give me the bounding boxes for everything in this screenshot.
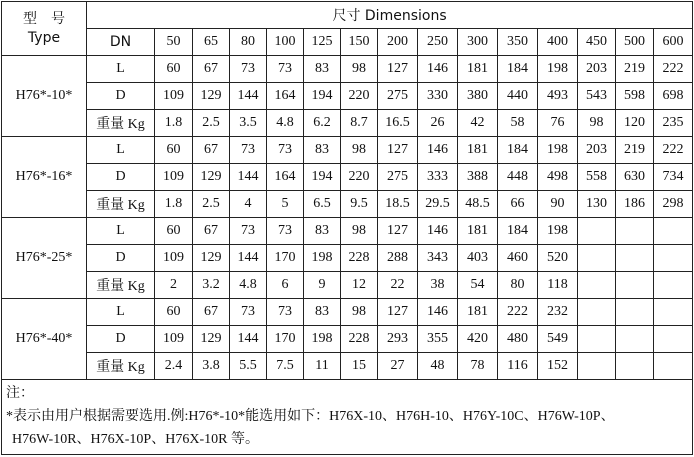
value-cell: 2.4 (155, 353, 193, 380)
data-row (2, 326, 693, 353)
value-cell: 3.2 (193, 272, 230, 299)
value-cell: 67 (193, 299, 230, 326)
value-cell: 698 (654, 83, 693, 110)
value-cell: 130 (578, 191, 616, 218)
value-cell: 118 (538, 272, 578, 299)
value-cell: 26 (418, 110, 458, 137)
data-row (2, 83, 693, 110)
value-cell: 198 (538, 56, 578, 83)
value-cell: 60 (155, 137, 193, 164)
value-cell: 388 (458, 164, 498, 191)
value-cell: 164 (267, 83, 304, 110)
value-cell: 235 (654, 110, 693, 137)
value-cell: 144 (230, 326, 267, 353)
value-cell: 380 (458, 83, 498, 110)
value-cell (578, 326, 616, 353)
value-cell: 15 (341, 353, 378, 380)
dn-value-cell: 300 (458, 29, 498, 56)
dimensions-header (87, 2, 693, 29)
value-cell (616, 326, 654, 353)
value-cell: 184 (498, 137, 538, 164)
value-cell: 73 (267, 299, 304, 326)
value-cell: 298 (654, 191, 693, 218)
value-cell: 198 (538, 137, 578, 164)
dn-value-cell: 50 (155, 29, 193, 56)
data-row (2, 191, 693, 218)
value-cell: 109 (155, 326, 193, 353)
value-cell: 275 (378, 83, 418, 110)
value-cell: 7.5 (267, 353, 304, 380)
value-cell: 11 (304, 353, 341, 380)
model-cell: H76*-10* (2, 56, 87, 137)
value-cell: 109 (155, 164, 193, 191)
data-row (2, 56, 693, 83)
value-cell: 198 (304, 245, 341, 272)
value-cell: 355 (418, 326, 458, 353)
dn-value-cell: 600 (654, 29, 693, 56)
value-cell: 6.2 (304, 110, 341, 137)
value-cell: 198 (304, 326, 341, 353)
value-cell: 8.7 (341, 110, 378, 137)
value-cell: 29.5 (418, 191, 458, 218)
value-cell: 144 (230, 164, 267, 191)
value-cell: 170 (267, 245, 304, 272)
data-row (2, 272, 693, 299)
value-cell: 222 (654, 56, 693, 83)
value-cell: 129 (193, 164, 230, 191)
value-cell: 5.5 (230, 353, 267, 380)
value-cell: 90 (538, 191, 578, 218)
value-cell: 598 (616, 83, 654, 110)
value-cell: 2.5 (193, 110, 230, 137)
value-cell (654, 272, 693, 299)
value-cell: 480 (498, 326, 538, 353)
value-cell: 60 (155, 218, 193, 245)
value-cell: 181 (458, 218, 498, 245)
value-cell: 120 (616, 110, 654, 137)
value-cell: 98 (578, 110, 616, 137)
value-cell: 78 (458, 353, 498, 380)
value-cell: 60 (155, 299, 193, 326)
header-row-1 (2, 2, 693, 29)
value-cell: 144 (230, 245, 267, 272)
dn-value-cell: 200 (378, 29, 418, 56)
value-cell: 549 (538, 326, 578, 353)
param-cell: D (87, 83, 155, 110)
dn-value-cell: 350 (498, 29, 538, 56)
value-cell: 222 (654, 137, 693, 164)
value-cell: 73 (230, 137, 267, 164)
value-cell: 6.5 (304, 191, 341, 218)
value-cell: 127 (378, 56, 418, 83)
value-cell: 558 (578, 164, 616, 191)
dn-value-cell: 400 (538, 29, 578, 56)
dn-value-cell: 500 (616, 29, 654, 56)
value-cell: 1.8 (155, 110, 193, 137)
value-cell: 98 (341, 218, 378, 245)
value-cell: 5 (267, 191, 304, 218)
value-cell: 83 (304, 218, 341, 245)
value-cell: 144 (230, 83, 267, 110)
value-cell: 493 (538, 83, 578, 110)
value-cell: 73 (267, 137, 304, 164)
value-cell: 184 (498, 218, 538, 245)
value-cell: 129 (193, 83, 230, 110)
data-row (2, 218, 693, 245)
value-cell: 22 (378, 272, 418, 299)
value-cell: 3.8 (193, 353, 230, 380)
value-cell: 3.5 (230, 110, 267, 137)
value-cell: 420 (458, 326, 498, 353)
value-cell: 67 (193, 137, 230, 164)
param-cell: 重量 Kg (87, 110, 155, 137)
value-cell: 60 (155, 56, 193, 83)
value-cell: 109 (155, 245, 193, 272)
dn-label: DN (87, 29, 155, 56)
model-cell: H76*-40* (2, 299, 87, 380)
data-row (2, 137, 693, 164)
value-cell: 73 (267, 56, 304, 83)
value-cell: 181 (458, 299, 498, 326)
value-cell (578, 353, 616, 380)
value-cell: 448 (498, 164, 538, 191)
data-row (2, 299, 693, 326)
value-cell: 83 (304, 137, 341, 164)
value-cell (578, 245, 616, 272)
value-cell: 198 (538, 218, 578, 245)
param-cell: 重量 Kg (87, 191, 155, 218)
value-cell: 184 (498, 56, 538, 83)
value-cell: 98 (341, 56, 378, 83)
value-cell: 127 (378, 218, 418, 245)
value-cell: 343 (418, 245, 458, 272)
value-cell: 98 (341, 137, 378, 164)
value-cell: 58 (498, 110, 538, 137)
value-cell: 116 (498, 353, 538, 380)
value-cell: 228 (341, 326, 378, 353)
value-cell: 194 (304, 83, 341, 110)
model-cell: H76*-16* (2, 137, 87, 218)
dn-value-cell: 125 (304, 29, 341, 56)
notes-line-2: H76W-10R、H76X-10P、H76X-10R 等。 (12, 432, 259, 447)
value-cell: 146 (418, 137, 458, 164)
value-cell: 203 (578, 137, 616, 164)
dn-value-cell: 80 (230, 29, 267, 56)
value-cell: 73 (267, 218, 304, 245)
param-cell: D (87, 164, 155, 191)
value-cell: 520 (538, 245, 578, 272)
value-cell (578, 218, 616, 245)
value-cell: 127 (378, 299, 418, 326)
value-cell: 73 (230, 218, 267, 245)
value-cell (616, 218, 654, 245)
dn-value-cell: 65 (193, 29, 230, 56)
value-cell: 83 (304, 56, 341, 83)
value-cell: 219 (616, 137, 654, 164)
value-cell: 4.8 (230, 272, 267, 299)
type-header-cn: 型 号 (23, 11, 65, 27)
value-cell (654, 326, 693, 353)
dn-row (2, 29, 693, 56)
value-cell: 333 (418, 164, 458, 191)
value-cell: 498 (538, 164, 578, 191)
value-cell: 275 (378, 164, 418, 191)
value-cell: 129 (193, 326, 230, 353)
dn-value-cell: 150 (341, 29, 378, 56)
notes-heading: 注： (6, 386, 34, 401)
value-cell: 440 (498, 83, 538, 110)
dn-value-cell: 100 (267, 29, 304, 56)
data-row (2, 110, 693, 137)
value-cell: 80 (498, 272, 538, 299)
value-cell: 220 (341, 83, 378, 110)
value-cell: 194 (304, 164, 341, 191)
value-cell: 146 (418, 56, 458, 83)
value-cell: 48.5 (458, 191, 498, 218)
value-cell: 152 (538, 353, 578, 380)
value-cell: 460 (498, 245, 538, 272)
value-cell: 16.5 (378, 110, 418, 137)
value-cell: 12 (341, 272, 378, 299)
value-cell (654, 353, 693, 380)
value-cell: 288 (378, 245, 418, 272)
param-cell: 重量 Kg (87, 353, 155, 380)
value-cell: 181 (458, 137, 498, 164)
dn-value-cell: 250 (418, 29, 458, 56)
param-cell: 重量 Kg (87, 272, 155, 299)
value-cell (654, 245, 693, 272)
value-cell (654, 218, 693, 245)
value-cell: 18.5 (378, 191, 418, 218)
value-cell: 146 (418, 299, 458, 326)
value-cell: 219 (616, 56, 654, 83)
value-cell: 67 (193, 56, 230, 83)
value-cell: 1.8 (155, 191, 193, 218)
value-cell: 164 (267, 164, 304, 191)
param-cell: D (87, 326, 155, 353)
value-cell: 222 (498, 299, 538, 326)
notes-row (2, 380, 693, 455)
value-cell: 38 (418, 272, 458, 299)
value-cell: 220 (341, 164, 378, 191)
value-cell: 73 (230, 299, 267, 326)
value-cell: 9.5 (341, 191, 378, 218)
value-cell: 127 (378, 137, 418, 164)
value-cell: 67 (193, 218, 230, 245)
param-cell: L (87, 137, 155, 164)
value-cell (616, 353, 654, 380)
value-cell: 76 (538, 110, 578, 137)
data-row (2, 164, 693, 191)
data-row (2, 353, 693, 380)
value-cell: 2 (155, 272, 193, 299)
value-cell: 73 (230, 56, 267, 83)
type-header-en: Type (27, 29, 61, 46)
param-cell: L (87, 218, 155, 245)
value-cell: 403 (458, 245, 498, 272)
dn-value-cell: 450 (578, 29, 616, 56)
value-cell: 228 (341, 245, 378, 272)
model-cell: H76*-25* (2, 218, 87, 299)
value-cell: 48 (418, 353, 458, 380)
value-cell: 543 (578, 83, 616, 110)
value-cell: 27 (378, 353, 418, 380)
value-cell (654, 299, 693, 326)
value-cell: 66 (498, 191, 538, 218)
value-cell: 98 (341, 299, 378, 326)
param-cell: L (87, 299, 155, 326)
value-cell: 4 (230, 191, 267, 218)
dimensions-table (1, 1, 693, 455)
value-cell: 42 (458, 110, 498, 137)
notes-cell (2, 380, 693, 455)
value-cell (616, 299, 654, 326)
value-cell: 630 (616, 164, 654, 191)
dimensions-title: 尺寸 Dimensions (332, 8, 447, 24)
value-cell: 181 (458, 56, 498, 83)
value-cell: 170 (267, 326, 304, 353)
value-cell: 4.8 (267, 110, 304, 137)
value-cell: 186 (616, 191, 654, 218)
param-cell: L (87, 56, 155, 83)
type-header-cell (2, 2, 87, 56)
value-cell: 2.5 (193, 191, 230, 218)
value-cell: 734 (654, 164, 693, 191)
value-cell (578, 299, 616, 326)
value-cell: 330 (418, 83, 458, 110)
value-cell: 203 (578, 56, 616, 83)
param-cell: D (87, 245, 155, 272)
value-cell: 6 (267, 272, 304, 299)
value-cell: 54 (458, 272, 498, 299)
notes-line-1: *表示由用户根据需要选用.例:H76*-10*能选用如下：H76X-10、H76H-10、H76Y-10C、H76W-10P、 (6, 409, 615, 424)
value-cell: 293 (378, 326, 418, 353)
value-cell (616, 245, 654, 272)
value-cell: 129 (193, 245, 230, 272)
value-cell (578, 272, 616, 299)
value-cell: 232 (538, 299, 578, 326)
value-cell (616, 272, 654, 299)
value-cell: 83 (304, 299, 341, 326)
data-row (2, 245, 693, 272)
value-cell: 9 (304, 272, 341, 299)
value-cell: 146 (418, 218, 458, 245)
value-cell: 109 (155, 83, 193, 110)
